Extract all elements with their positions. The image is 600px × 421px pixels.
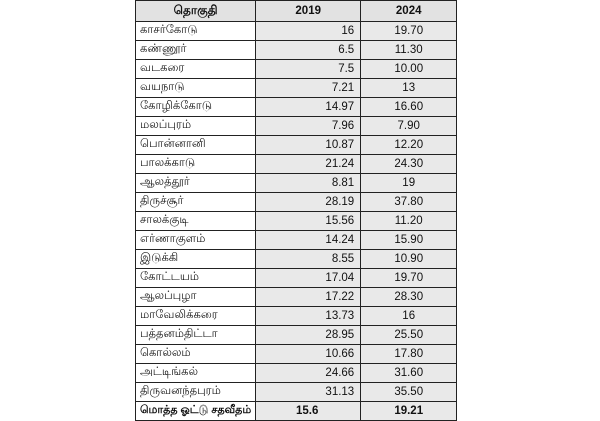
vote-share-table [135, 0, 457, 421]
vote-2024-cell: 19 [361, 174, 457, 193]
constituency-cell: சாலக்குடி [136, 212, 256, 231]
vote-2024-cell: 31.60 [361, 364, 457, 383]
constituency-cell: இடுக்கி [136, 250, 256, 269]
constituency-cell: திருச்சூர் [136, 193, 256, 212]
vote-2019-cell: 8.81 [256, 174, 361, 193]
vote-2024-cell: 37.80 [361, 193, 457, 212]
vote-2019-cell: 21.24 [256, 155, 361, 174]
vote-2019-cell: 16 [256, 22, 361, 41]
table-body [136, 22, 457, 421]
vote-2019-cell: 15.56 [256, 212, 361, 231]
total-2019: 15.6 [256, 402, 361, 421]
vote-2019-cell: 14.97 [256, 98, 361, 117]
constituency-cell: பாலக்காடு [136, 155, 256, 174]
table-row [136, 326, 457, 345]
vote-2024-cell: 19.70 [361, 22, 457, 41]
table-row [136, 117, 457, 136]
vote-2019-cell: 13.73 [256, 307, 361, 326]
vote-2019-cell: 8.55 [256, 250, 361, 269]
vote-2024-cell: 25.50 [361, 326, 457, 345]
table-row [136, 41, 457, 60]
vote-2019-cell: 17.22 [256, 288, 361, 307]
vote-2019-cell: 28.19 [256, 193, 361, 212]
constituency-cell: மலப்புரம் [136, 117, 256, 136]
table-row [136, 193, 457, 212]
table-row [136, 345, 457, 364]
table-row [136, 364, 457, 383]
table-row [136, 22, 457, 41]
vote-2024-cell: 19.70 [361, 269, 457, 288]
constituency-cell: காசர்கோடு [136, 22, 256, 41]
vote-2019-cell: 7.5 [256, 60, 361, 79]
total-label: மொத்த ஓட்டு சதவீதம் [136, 402, 256, 421]
vote-2024-cell: 28.30 [361, 288, 457, 307]
constituency-cell: மாவேலிக்கரை [136, 307, 256, 326]
vote-2024-cell: 16.60 [361, 98, 457, 117]
table-row [136, 307, 457, 326]
header-2024: 2024 [361, 1, 457, 22]
vote-2024-cell: 13 [361, 79, 457, 98]
constituency-cell: பத்தனம்திட்டா [136, 326, 256, 345]
vote-2024-cell: 17.80 [361, 345, 457, 364]
vote-2024-cell: 11.20 [361, 212, 457, 231]
table-row [136, 212, 457, 231]
constituency-cell: கொல்லம் [136, 345, 256, 364]
vote-2024-cell: 10.90 [361, 250, 457, 269]
constituency-cell: பொன்னானி [136, 136, 256, 155]
table-row [136, 155, 457, 174]
constituency-cell: ஆலப்புழா [136, 288, 256, 307]
table-row [136, 250, 457, 269]
vote-2019-cell: 10.87 [256, 136, 361, 155]
table-row [136, 383, 457, 402]
table-row [136, 60, 457, 79]
vote-2019-cell: 28.95 [256, 326, 361, 345]
table-row [136, 79, 457, 98]
table-row [136, 136, 457, 155]
vote-2024-cell: 15.90 [361, 231, 457, 250]
vote-2024-cell: 12.20 [361, 136, 457, 155]
constituency-cell: கோட்டயம் [136, 269, 256, 288]
constituency-cell: அட்டிங்கல் [136, 364, 256, 383]
constituency-cell: கண்ணூர் [136, 41, 256, 60]
table-row [136, 231, 457, 250]
table-row [136, 288, 457, 307]
vote-2024-cell: 24.30 [361, 155, 457, 174]
constituency-cell: திருவனந்தபுரம் [136, 383, 256, 402]
vote-2019-cell: 17.04 [256, 269, 361, 288]
vote-2019-cell: 14.24 [256, 231, 361, 250]
vote-2024-cell: 35.50 [361, 383, 457, 402]
table-header-row [136, 1, 457, 22]
vote-2019-cell: 10.66 [256, 345, 361, 364]
vote-2019-cell: 6.5 [256, 41, 361, 60]
header-constituency: தொகுதி [136, 1, 256, 22]
vote-2019-cell: 31.13 [256, 383, 361, 402]
constituency-cell: வடகரை [136, 60, 256, 79]
total-2024: 19.21 [361, 402, 457, 421]
header-2019: 2019 [256, 1, 361, 22]
constituency-cell: கோழிக்கோடு [136, 98, 256, 117]
vote-2019-cell: 7.21 [256, 79, 361, 98]
vote-2019-cell: 7.96 [256, 117, 361, 136]
table-row [136, 174, 457, 193]
vote-2024-cell: 11.30 [361, 41, 457, 60]
constituency-cell: ஆலத்தூர் [136, 174, 256, 193]
table-row [136, 269, 457, 288]
vote-2019-cell: 24.66 [256, 364, 361, 383]
vote-2024-cell: 7.90 [361, 117, 457, 136]
vote-2024-cell: 10.00 [361, 60, 457, 79]
constituency-cell: வயநாடு [136, 79, 256, 98]
vote-2024-cell: 16 [361, 307, 457, 326]
constituency-cell: எர்ணாகுளம் [136, 231, 256, 250]
total-row [136, 402, 457, 421]
vote-share-table-container [135, 0, 457, 421]
table-row [136, 98, 457, 117]
